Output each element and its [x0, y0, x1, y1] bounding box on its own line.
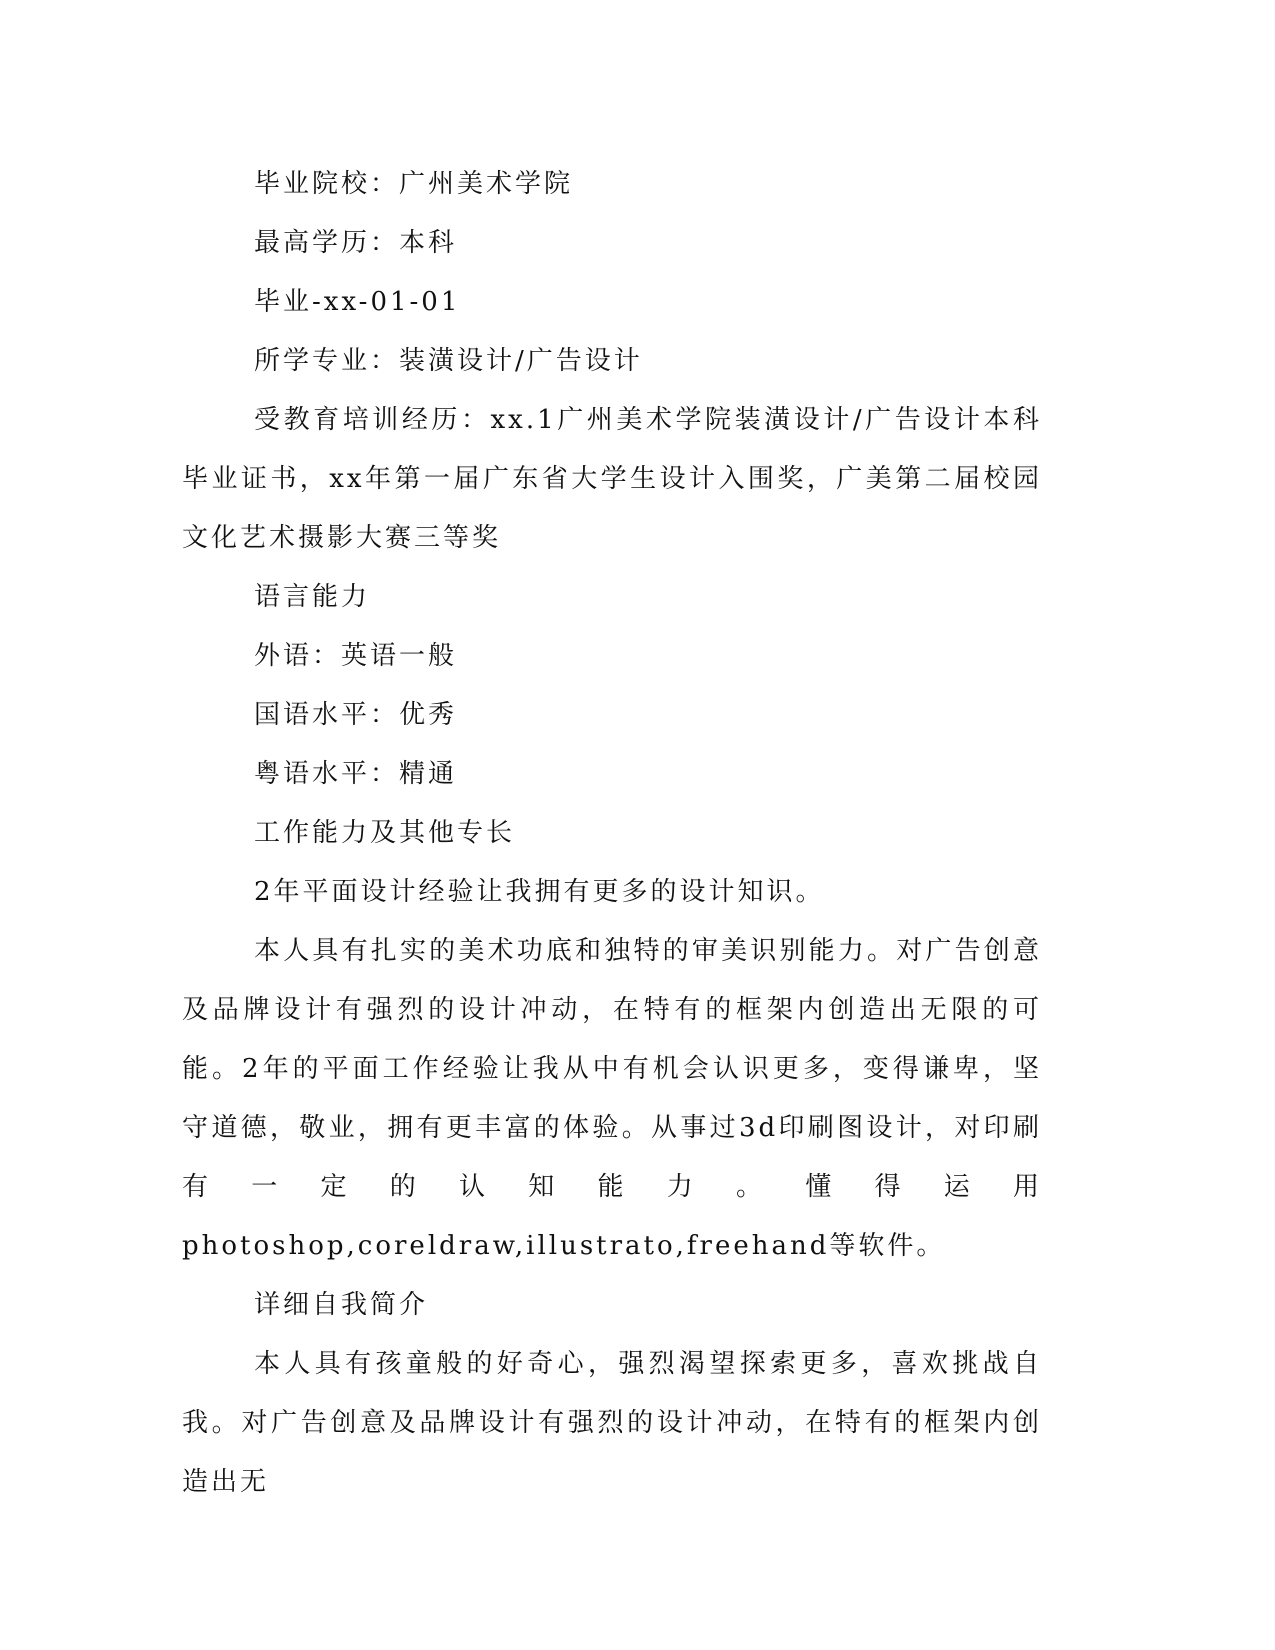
education-history-paragraph: 受教育培训经历：xx.1广州美术学院装潢设计/广告设计本科毕业证书，xx年第一届广东省大学生设计入围奖，广美第二届校园文化艺术摄影大赛三等奖 [182, 405, 1042, 553]
graduation-line: 毕业-xx-01-01 [254, 287, 461, 317]
mandarin-line: 国语水平：优秀 [254, 700, 458, 730]
language-heading: 语言能力 [254, 582, 371, 612]
cantonese-line: 粤语水平：精通 [254, 759, 458, 789]
resume-body [182, 155, 1042, 1512]
intro-heading: 详细自我简介 [254, 1290, 429, 1320]
foreign-language-line: 外语：英语一般 [254, 641, 458, 671]
experience-line: 2年平面设计经验让我拥有更多的设计知识。 [254, 877, 825, 907]
major-line: 所学专业：装潢设计/广告设计 [254, 346, 643, 376]
school-line: 毕业院校：广州美术学院 [254, 169, 574, 199]
intro-paragraph: 本人具有孩童般的好奇心，强烈渴望探索更多，喜欢挑战自我。对广告创意及品牌设计有强烈的设计冲动，在特有的框架内创造出无 [182, 1349, 1042, 1497]
skills-heading: 工作能力及其他专长 [254, 818, 516, 848]
degree-line: 最高学历：本科 [254, 228, 458, 258]
skills-paragraph: 本人具有扎实的美术功底和独特的审美识别能力。对广告创意及品牌设计有强烈的设计冲动，在特有的框架内创造出无限的可能。2年的平面工作经验让我从中有机会认识更多，变得谦卑，坚守道德，敬业，拥有更丰富的体验。从事过3d印刷图设计，对印刷有一定的认知能力。懂得运用photoshop,coreldraw,illustrato,freehand等软件。 [182, 936, 1042, 1261]
